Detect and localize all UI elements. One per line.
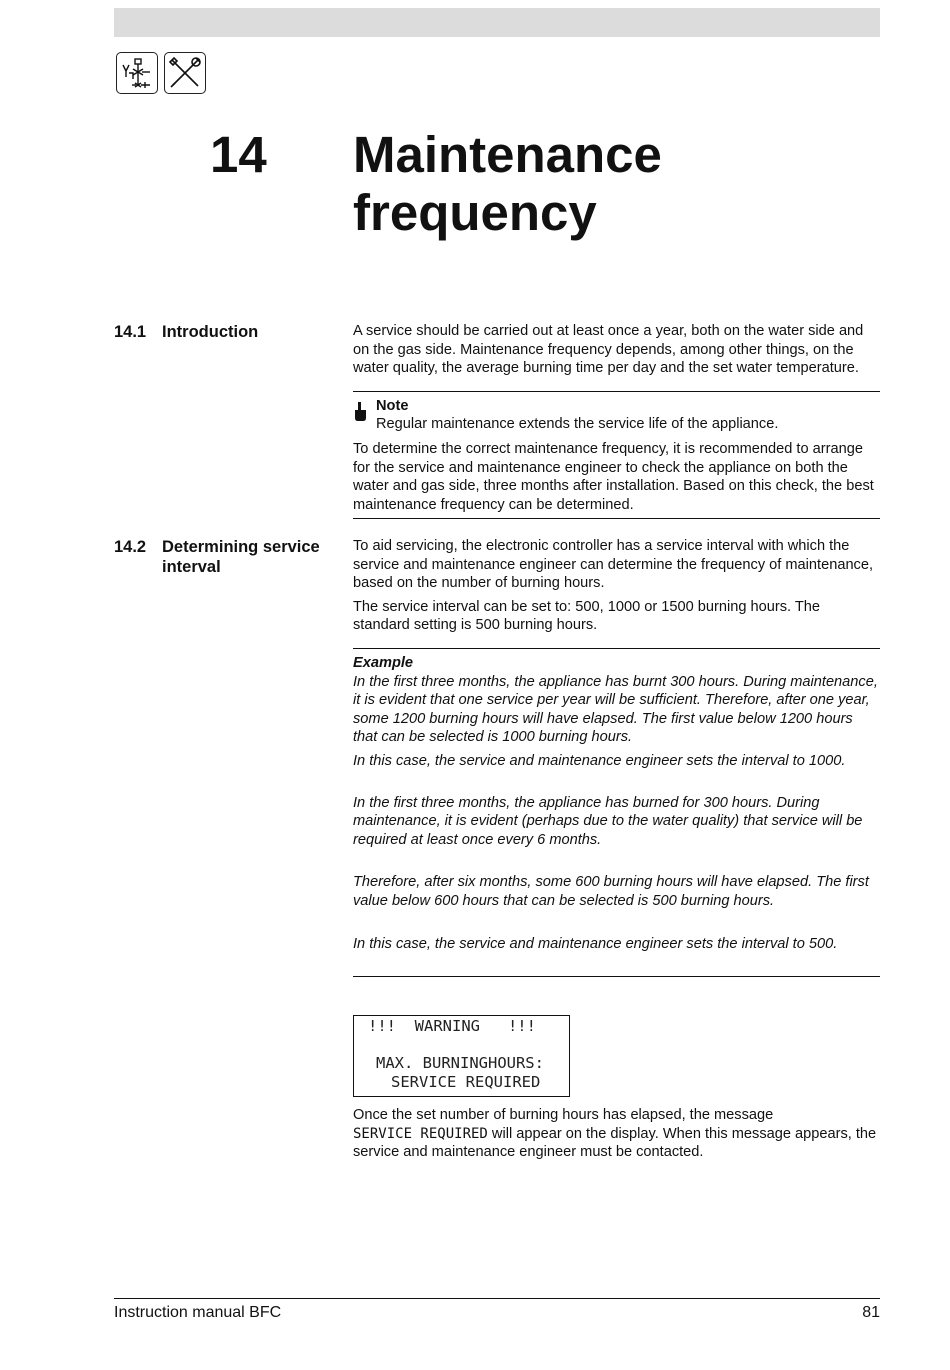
boiler-schematic-icon [116,52,158,94]
note-heading: Note [376,398,409,414]
note-top-rule [353,391,880,392]
service-interval-text [353,537,880,635]
note-text: Regular maintenance extends the service life of the appliance. [376,416,779,432]
display-line-2: MAX. BURNINGHOURS: [376,1054,544,1072]
final-text-before: Once the set number of burning hours has elapsed, the message [353,1107,774,1123]
example-paragraph-1: In the first three months, the appliance has burnt 300 hours. During maintenance, it is evident that one service per year will be sufficient. Therefore, after one year, some 1200 burning hours will have elapsed. The first value below 1200 hours that can be selected is 1000 burning hours. [353,673,878,746]
chapter-number: 14 [210,126,267,183]
intro-paragraph: A service should be carried out at least once a year, both on the water side and on the gas side. Maintenance frequency depends, among other things, on the water quality, the average burning time per day and the set water temperature. [353,323,864,377]
section-number-14-1: 14.1 [114,323,147,341]
header-icons [116,52,206,94]
example-paragraph-3: In the first three months, the appliance has burned for 300 hours. During maintenance, it is evident (perhaps due to the water quality) that service will be required at least once every 6 months. [353,794,863,848]
service-required-code: SERVICE REQUIRED [353,1125,488,1142]
section-number-14-2: 14.2 [114,538,147,556]
intro-paragraph-2: To determine the correct maintenance frequency, it is recommended to arrange for the service and maintenance engineer to check the appliance on both the water and gas side, three months after installation. Based on this check, the best maintenance frequency can be determined. [353,441,874,513]
example-heading: Example [353,655,414,671]
section-title-introduction: Introduction [162,323,259,341]
header-bar [114,8,880,37]
footer-rule [114,1298,880,1299]
chapter-title-line1: Maintenance [353,126,662,183]
chapter-title [353,126,833,242]
final-text-after: will appear on the display. When this message appears, the service and maintenance engineer must be contacted. [353,1125,877,1161]
example-top-rule [353,648,880,649]
footer-manual-title: Instruction manual BFC [114,1304,282,1321]
service-interval-paragraph-2: The service interval can be set to: 500, 1000 or 1500 burning hours. The standard setting is 500 burning hours. [353,598,821,634]
example-block [353,654,880,953]
display-warning-screen [353,1015,570,1097]
section-title-determining-service-interval: Determining service interval [162,538,320,576]
display-line-3: SERVICE REQUIRED [391,1073,541,1091]
example-bottom-rule [353,976,880,977]
example-paragraph-4: Therefore, after six months, some 600 burning hours will have elapsed. The first value below 600 hours that can be selected is 500 burning hours. [353,874,869,909]
service-interval-paragraph-1: To aid servicing, the electronic controller has a service interval with which the service and maintenance engineer can determine the frequency of maintenance, based on the number of burning hours. [353,538,874,592]
service-required-paragraph [353,1106,880,1162]
display-line-1: !!! WARNING !!! [368,1017,536,1035]
pointing-hand-icon [353,402,368,428]
example-paragraph-5: In this case, the service and maintenance engineer sets the interval to 500. [353,935,838,952]
note-bottom-rule [353,518,880,519]
example-paragraph-2: In this case, the service and maintenance engineer sets the interval to 1000. [353,752,846,769]
chapter-title-line2: frequency [353,184,597,241]
page-number: 81 [862,1304,880,1321]
tools-icon [164,52,206,94]
